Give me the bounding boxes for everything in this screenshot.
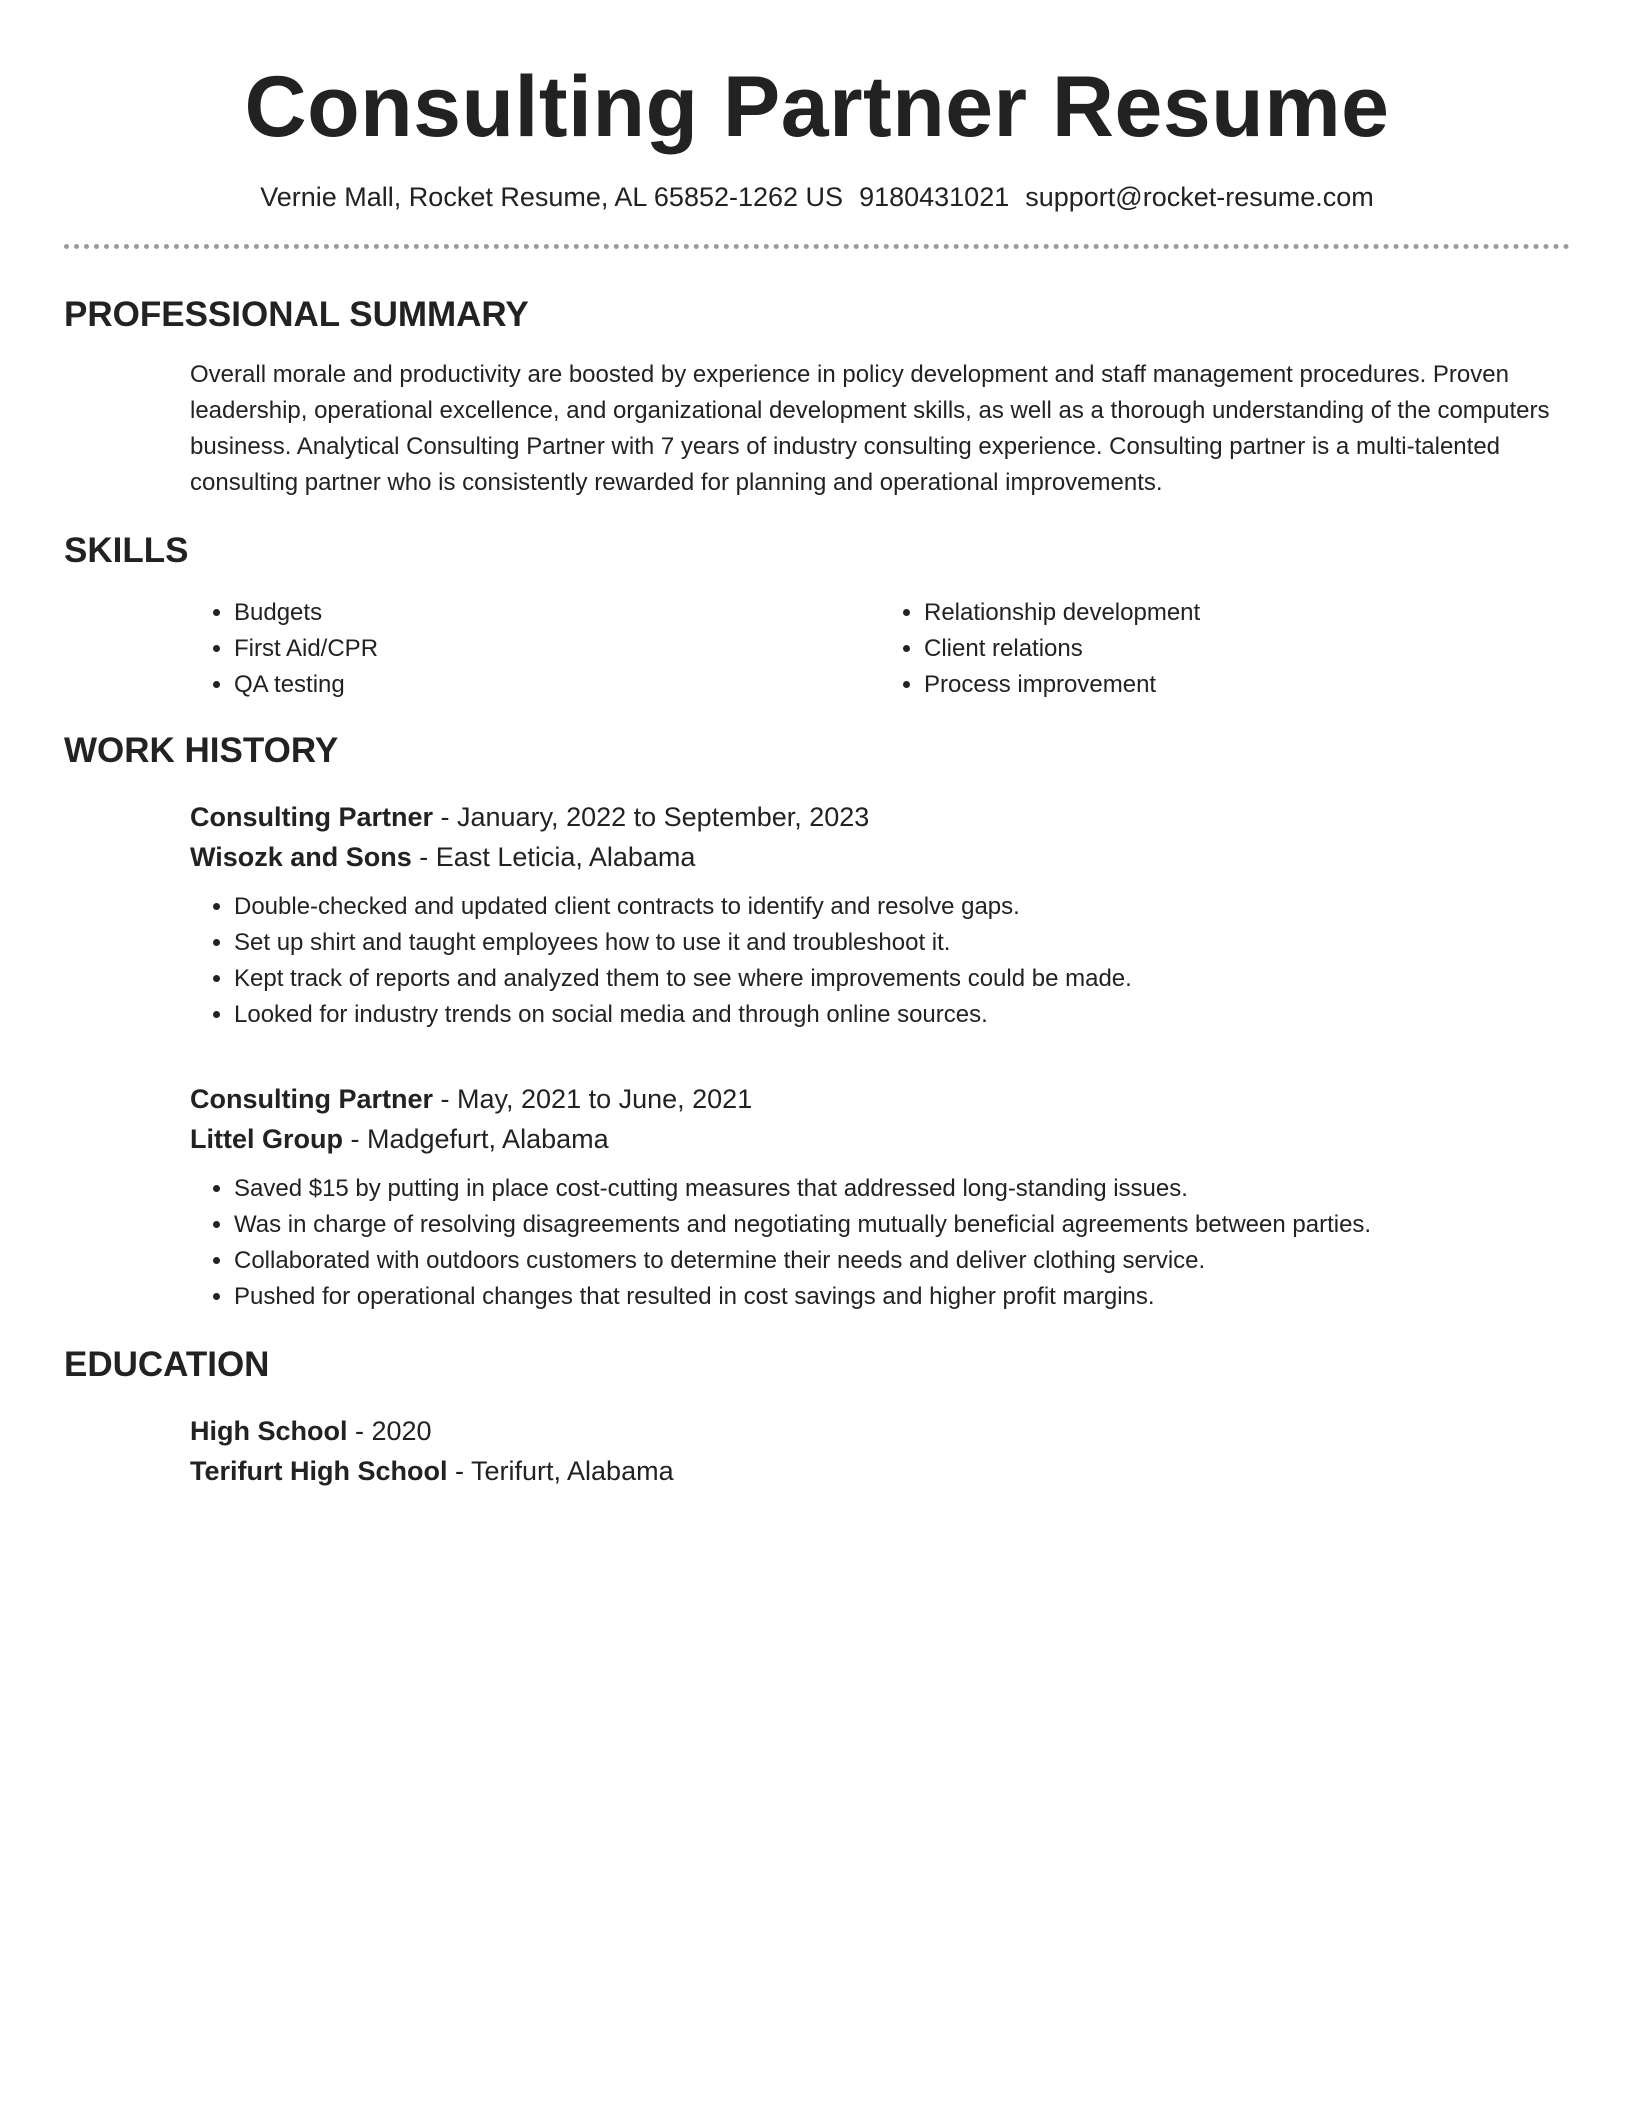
job-location: - Madgefurt, Alabama: [342, 1124, 609, 1154]
job-bullet: • Was in charge of resolving disagreements and negotiating mutually beneficial agreements between parties.: [234, 1207, 1570, 1243]
resume-page: [64, 0, 1570, 1491]
education-school: Terifurt High School: [190, 1456, 448, 1486]
job-dates: - May, 2021 to June, 2021: [433, 1084, 753, 1114]
job-bullet: • Collaborated with outdoors customers to determine their needs and deliver clothing service.: [234, 1243, 1570, 1279]
job-bullet: • Looked for industry trends on social media and through online sources.: [234, 997, 1570, 1033]
job-bullet: • Saved $15 by putting in place cost-cutting measures that addressed long-standing issues.: [234, 1171, 1570, 1207]
education-heading: EDUCATION: [64, 1345, 270, 1384]
job-company-line: [190, 1119, 1570, 1159]
job-title-line: [190, 1079, 1570, 1119]
skill-item: • Client relations: [924, 631, 1570, 667]
contact-address: Vernie Mall, Rocket Resume, AL 65852-1262 US: [260, 182, 844, 212]
education-entry: [190, 1411, 1570, 1491]
job-bullet: • Double-checked and updated client contracts to identify and resolve gaps.: [234, 889, 1570, 925]
job-bullet: • Pushed for operational changes that resulted in cost savings and higher profit margins.: [234, 1279, 1570, 1315]
contact-line: [64, 180, 1570, 214]
skills-heading: SKILLS: [64, 531, 189, 570]
job-entry: [190, 797, 1570, 1033]
work-history-heading: WORK HISTORY: [64, 731, 339, 770]
education-location: - Terifurt, Alabama: [447, 1456, 674, 1486]
skills-column-right: [880, 595, 1570, 703]
job-dates: - January, 2022 to September, 2023: [433, 802, 870, 832]
header-divider: [64, 244, 1570, 249]
job-entry: [190, 1079, 1570, 1315]
page-title: Consulting Partner Resume: [244, 59, 1390, 155]
education-school-line: [190, 1451, 1570, 1491]
skill-item: • Relationship development: [924, 595, 1570, 631]
education-degree-line: [190, 1411, 1570, 1451]
education-degree: High School: [190, 1416, 348, 1446]
education-year: - 2020: [347, 1416, 432, 1446]
skill-item: • Budgets: [234, 595, 880, 631]
skills-column-left: [190, 595, 880, 703]
skill-item: • QA testing: [234, 667, 880, 703]
contact-email: support@rocket-resume.com: [1025, 182, 1374, 212]
job-title: Consulting Partner: [190, 1084, 434, 1114]
job-title: Consulting Partner: [190, 802, 434, 832]
job-bullets: [190, 889, 1570, 1033]
job-company: Wisozk and Sons: [190, 842, 412, 872]
summary-text: Overall morale and productivity are boosted by experience in policy development and staff management procedures. Proven leadership, operational excellence, and organizational development skills, as well as a thorough understanding of the computers business. Analytical Consulting Partner with 7 years of industry consulting experience. Consulting partner is a multi-talented consulting partner who is consistently rewarded for planning and operational improvements.: [190, 361, 1550, 496]
skill-item: • First Aid/CPR: [234, 631, 880, 667]
contact-phone: 9180431021: [859, 182, 1010, 212]
skill-item: • Process improvement: [924, 667, 1570, 703]
job-company-line: [190, 837, 1570, 877]
job-title-line: [190, 797, 1570, 837]
job-bullets: [190, 1171, 1570, 1315]
summary-heading: PROFESSIONAL SUMMARY: [64, 295, 529, 334]
job-location: - East Leticia, Alabama: [411, 842, 696, 872]
skills-list: [190, 595, 1570, 703]
job-bullet: • Kept track of reports and analyzed them to see where improvements could be made.: [234, 961, 1570, 997]
job-bullet: • Set up shirt and taught employees how to use it and troubleshoot it.: [234, 925, 1570, 961]
job-company: Littel Group: [190, 1124, 343, 1154]
